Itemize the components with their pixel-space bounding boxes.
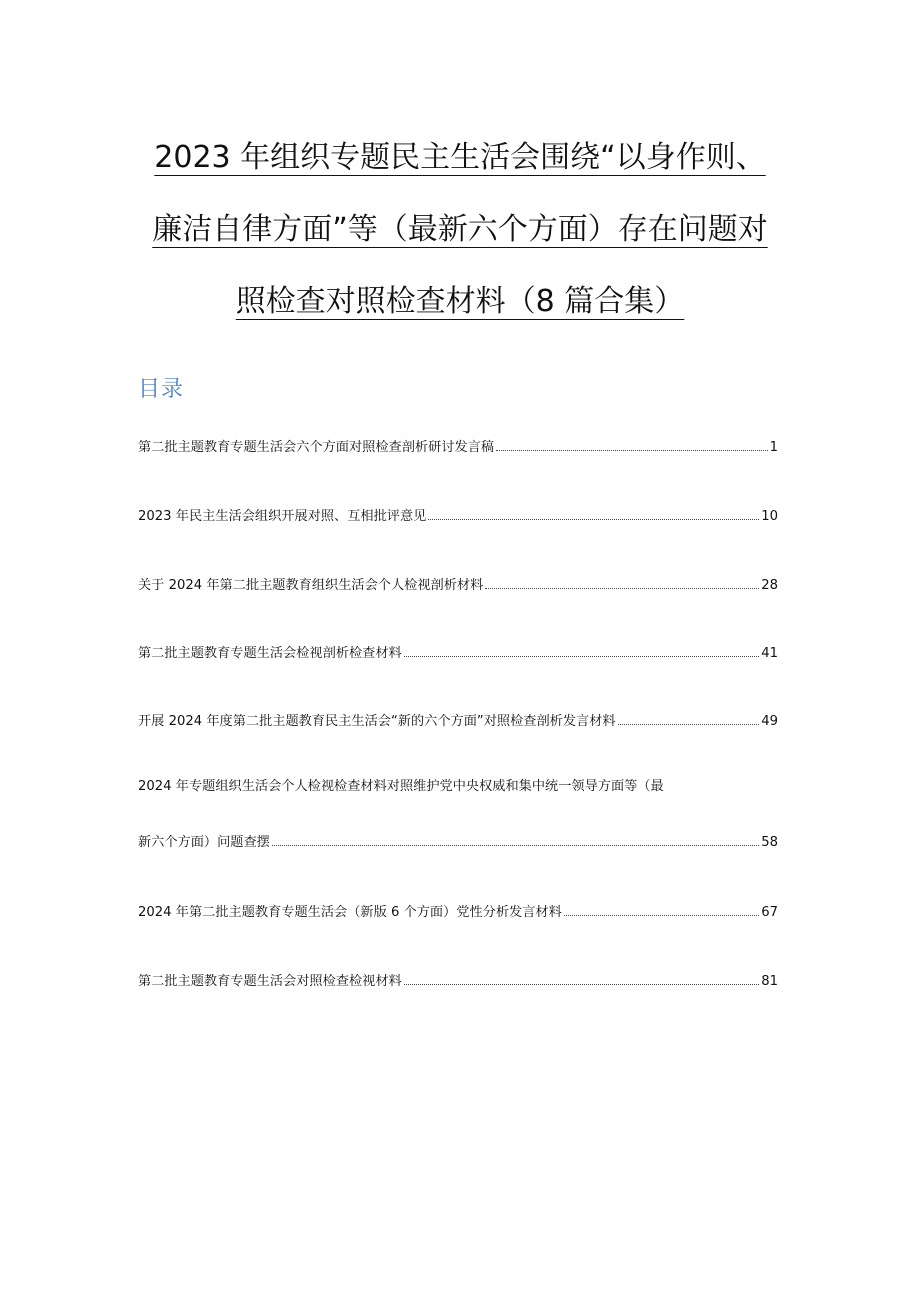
toc-leader-dots [485, 568, 759, 589]
toc-leader-dots [428, 499, 759, 520]
toc-page-number: 67 [761, 905, 778, 920]
toc-page-number: 1 [769, 440, 778, 455]
toc-entry[interactable] [138, 499, 778, 529]
toc-entry-title: 2024 年第二批主题教育专题生活会（新版 6 个方面）党性分析发言材料 [138, 905, 562, 920]
toc-entry-title: 关于 2024 年第二批主题教育组织生活会个人检视剖析材料 [138, 578, 484, 593]
toc-leader-dots [404, 636, 759, 657]
toc-leader-dots [496, 430, 768, 451]
toc-page-number: 81 [761, 974, 778, 989]
document-title [120, 122, 800, 338]
toc-page-number: 49 [761, 714, 778, 729]
toc-entry-title: 第二批主题教育专题生活会六个方面对照检查剖析研讨发言稿 [138, 440, 495, 455]
toc-entry[interactable] [138, 895, 778, 925]
toc-leader-dots [404, 964, 759, 985]
toc-entry-title: 2023 年民主生活会组织开展对照、互相批评意见 [138, 509, 427, 524]
toc-page-number: 28 [761, 578, 778, 593]
toc-entry[interactable] [138, 704, 778, 734]
toc-entry-title-line1: 2024 年专题组织生活会个人检视检查材料对照维护党中央权威和集中统一领导方面等（最 [138, 779, 664, 794]
toc-entry[interactable] [138, 964, 778, 994]
toc-leader-dots [272, 825, 759, 846]
toc-page-number: 41 [761, 646, 778, 661]
toc-heading: 目录 [138, 377, 185, 402]
toc-entry-title: 新六个方面）问题查摆 [138, 835, 270, 850]
toc-entry-title: 第二批主题教育专题生活会检视剖析检查材料 [138, 646, 402, 661]
toc-leader-dots [564, 895, 759, 916]
toc-entry[interactable] [138, 772, 778, 855]
toc-entry-title: 第二批主题教育专题生活会对照检查检视材料 [138, 974, 402, 989]
toc-entry[interactable] [138, 636, 778, 666]
title-line: 2023 年组织专题民主生活会围绕“以身作则、 [154, 140, 766, 175]
title-line: 照检查对照检查材料（8 篇合集） [235, 284, 685, 319]
toc-entry[interactable] [138, 430, 778, 460]
toc-entry[interactable] [138, 568, 778, 598]
toc-page-number: 58 [761, 835, 778, 850]
toc-leader-dots [618, 704, 760, 725]
title-line: 廉洁自律方面”等（最新六个方面）存在问题对 [152, 212, 768, 247]
toc-page-number: 10 [761, 509, 778, 524]
toc-entry-title: 开展 2024 年度第二批主题教育民主生活会“新的六个方面”对照检查剖析发言材料 [138, 714, 616, 729]
